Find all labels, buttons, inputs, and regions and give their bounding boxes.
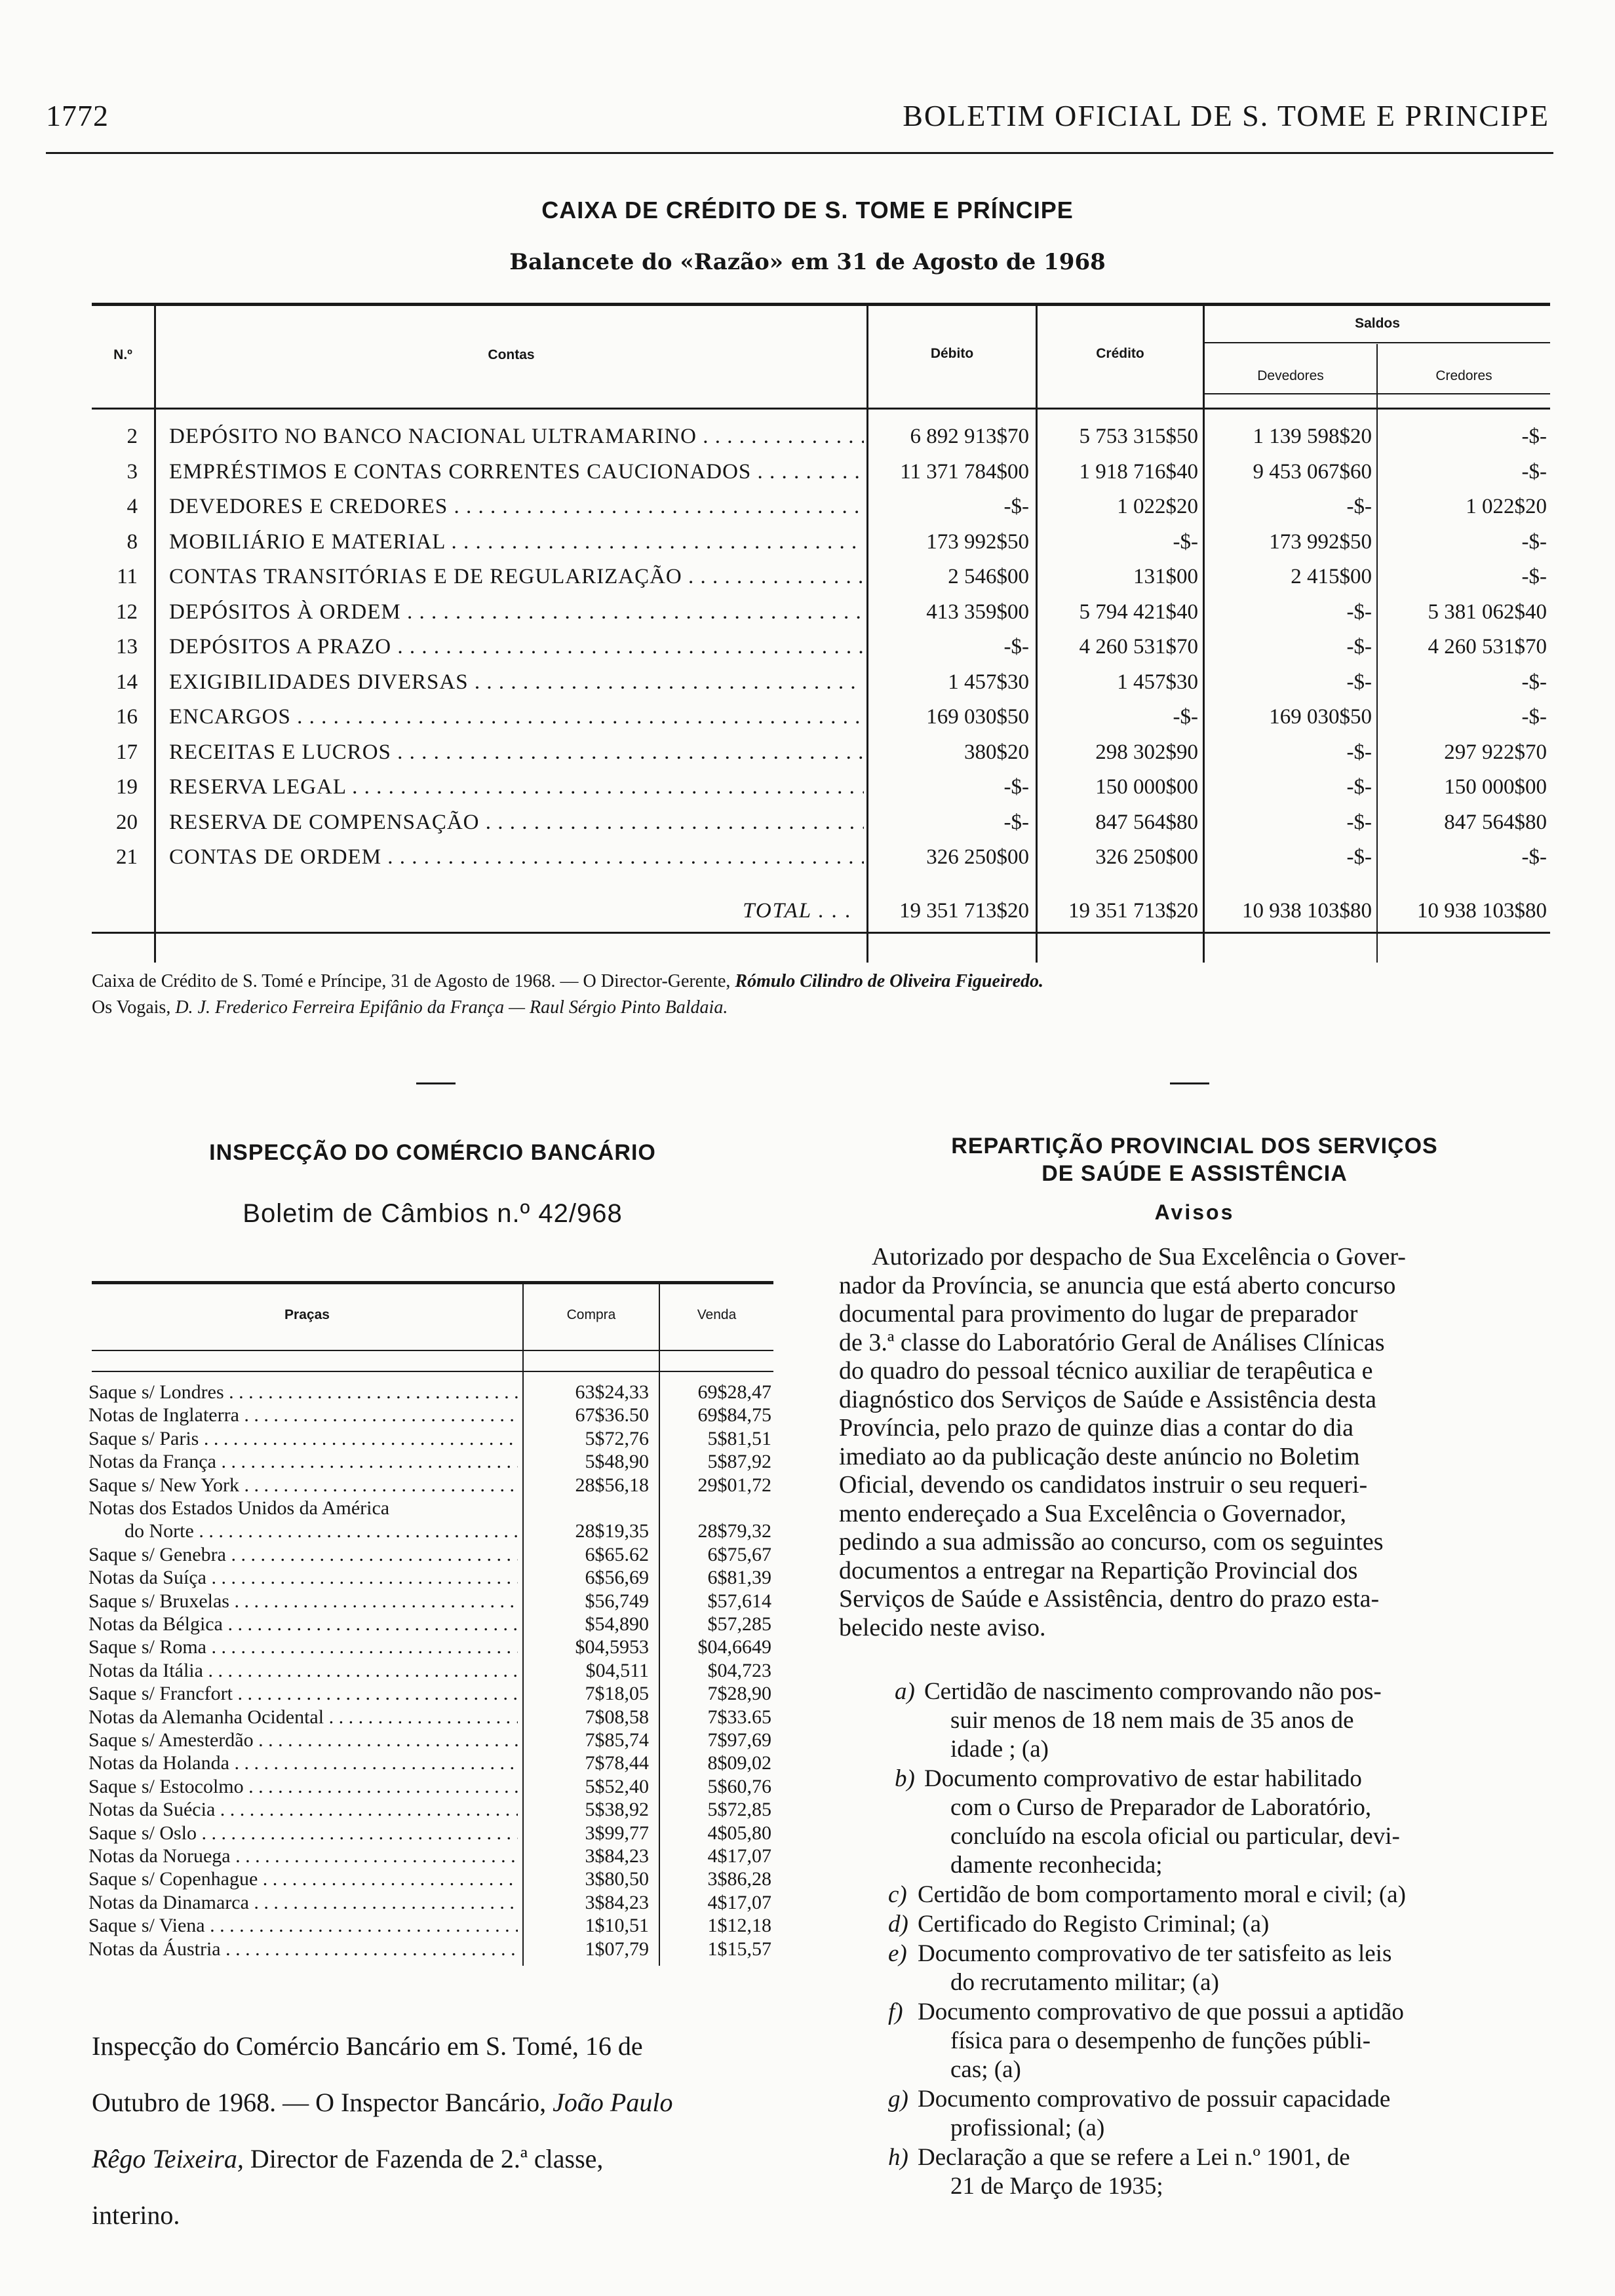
praca-label: Saque s/ Roma . . . xyxy=(88,1636,518,1658)
closing-text: Director de Fazenda de 2.ª classe, xyxy=(250,2144,604,2173)
footer-signatories: D. J. Frederico Ferreira Epifânio da França — Raul Sérgio Pinto Baldaia. xyxy=(175,997,728,1018)
total-credito: 19 351 713$20 xyxy=(1068,899,1198,923)
row-number: 4 xyxy=(126,495,138,518)
item-line: física para o desempenho de funções públi- xyxy=(950,2027,1371,2054)
row-devedores: 2 415$00 xyxy=(1291,565,1372,588)
praca-compra: 7$78,44 xyxy=(585,1752,649,1774)
row-devedores: -$- xyxy=(1346,740,1372,764)
row-credito: 150 000$00 xyxy=(1095,775,1198,799)
item-line: suir menos de 18 nem mais de 35 anos de xyxy=(950,1707,1354,1734)
item-line: Certidão de nascimento comprovando não pos- xyxy=(924,1678,1382,1705)
praca-label: Notas da Áustria . . . xyxy=(88,1938,518,1961)
praca-compra: 67$36.50 xyxy=(575,1404,649,1426)
praca-compra: 28$56,18 xyxy=(575,1474,649,1496)
praca-venda: 7$28,90 xyxy=(707,1683,771,1704)
aviso-item xyxy=(839,1765,1550,1880)
col-header-credores: Credores xyxy=(1435,368,1492,383)
row-debito: -$- xyxy=(1003,811,1029,834)
aviso-body-line: pedindo a sua admissão ao concurso, com os seguintes xyxy=(839,1528,1384,1556)
praca-venda: 5$81,51 xyxy=(707,1428,771,1449)
row-account: ENCARGOS . . . xyxy=(169,705,864,729)
table-top-rule xyxy=(92,1281,773,1284)
row-devedores: -$- xyxy=(1346,811,1372,834)
item-line: com o Curso de Preparador de Laboratório, xyxy=(950,1794,1372,1821)
praca-compra: 3$84,23 xyxy=(585,1845,649,1867)
aviso-item xyxy=(839,1881,1550,1909)
row-debito: -$- xyxy=(1003,775,1029,799)
row-number: 11 xyxy=(117,565,138,588)
row-devedores: 9 453 067$60 xyxy=(1253,460,1372,484)
praca-label: do Norte . . . xyxy=(125,1520,518,1542)
row-credores: -$- xyxy=(1521,670,1547,694)
praca-label: Notas da Alemanha Ocidental . . . xyxy=(88,1706,518,1729)
caixa-title: CAIXA DE CRÉDITO DE S. TOME E PRÍNCIPE xyxy=(541,197,1074,223)
table-header-rule xyxy=(92,1350,773,1351)
praca-venda: 4$17,07 xyxy=(707,1892,771,1913)
row-account: MOBILIÁRIO E MATERIAL . . . xyxy=(169,530,864,554)
closing-name: João Paulo xyxy=(553,2088,673,2117)
row-credores: 847 564$80 xyxy=(1444,811,1547,834)
aviso-item xyxy=(839,2085,1550,2143)
praca-compra: 3$80,50 xyxy=(585,1868,649,1890)
praca-venda: 69$84,75 xyxy=(697,1404,771,1426)
praca-label: Saque s/ Paris . . . xyxy=(88,1428,518,1450)
praca-compra: 5$38,92 xyxy=(585,1799,649,1820)
praca-label: Notas da Suíça . . . xyxy=(88,1567,518,1589)
aviso-body-line: Província, pelo prazo de quinze dias a contar do dia xyxy=(839,1414,1354,1442)
table-header-rule xyxy=(92,1371,773,1372)
praca-label: Notas da Holanda . . . xyxy=(88,1752,518,1774)
row-number: 2 xyxy=(126,425,138,448)
aviso-body-line: Oficial, devendo os candidatos instruir o seu requeri- xyxy=(839,1471,1368,1499)
praca-venda: 28$79,32 xyxy=(697,1520,771,1542)
total-credores: 10 938 103$80 xyxy=(1417,899,1547,923)
aviso-item xyxy=(839,1910,1550,1939)
row-credores: -$- xyxy=(1521,425,1547,448)
row-number: 19 xyxy=(116,775,138,799)
praca-venda: 7$33.65 xyxy=(707,1706,771,1728)
row-debito: 413 359$00 xyxy=(926,600,1029,624)
row-credores: -$- xyxy=(1521,705,1547,729)
col-header-num: N.º xyxy=(113,347,132,362)
aviso-body-line: Serviços de Saúde e Assistência, dentro do prazo esta- xyxy=(839,1585,1380,1613)
row-number: 3 xyxy=(126,460,138,484)
praca-label: Notas da Bélgica . . . xyxy=(88,1613,518,1636)
praca-venda: 29$01,72 xyxy=(697,1474,771,1496)
row-credores: 150 000$00 xyxy=(1444,775,1547,799)
row-account: DEPÓSITOS À ORDEM . . . xyxy=(169,600,864,624)
praca-venda: 5$60,76 xyxy=(707,1776,771,1797)
closing-line xyxy=(92,2075,773,2131)
row-debito: 6 892 913$70 xyxy=(910,425,1029,448)
row-devedores: 1 139 598$20 xyxy=(1253,425,1372,448)
item-line: Documento comprovativo de possuir capacidade xyxy=(918,2086,1391,2113)
inspeccao-subtitle: Boletim de Câmbios n.º 42/968 xyxy=(243,1199,623,1228)
row-credito: 326 250$00 xyxy=(1095,845,1198,869)
closing-line xyxy=(92,2131,773,2187)
publication-title: BOLETIM OFICIAL DE S. TOME E PRINCIPE xyxy=(903,99,1549,132)
saldos-rule xyxy=(1203,342,1550,343)
praca-label: Saque s/ Oslo . . . xyxy=(88,1822,518,1845)
caixa-footer-line2 xyxy=(92,997,728,1018)
praca-label: Saque s/ Bruxelas . . . xyxy=(88,1590,518,1613)
item-letter: e) xyxy=(888,1940,907,1967)
item-line: Documento comprovativo de que possui a aptidão xyxy=(918,1999,1404,2025)
item-line: profissional; (a) xyxy=(950,2114,1105,2141)
row-credores: -$- xyxy=(1521,565,1547,588)
praca-venda: $57,285 xyxy=(707,1613,771,1635)
aviso-body-line: Autorizado por despacho de Sua Excelência o Gover- xyxy=(872,1243,1406,1271)
praca-venda: 7$97,69 xyxy=(707,1729,771,1751)
item-line: Certidão de bom comportamento moral e civil; (a) xyxy=(918,1881,1406,1908)
praca-compra: 7$08,58 xyxy=(585,1706,649,1728)
praca-compra: $04,511 xyxy=(585,1660,649,1681)
praca-compra: $56,749 xyxy=(585,1590,649,1612)
total-devedores: 10 938 103$80 xyxy=(1242,899,1372,923)
praca-compra: 7$18,05 xyxy=(585,1683,649,1704)
row-debito: 173 992$50 xyxy=(926,530,1029,554)
praca-venda: 4$17,07 xyxy=(707,1845,771,1867)
row-devedores: -$- xyxy=(1346,775,1372,799)
praca-venda: 5$87,92 xyxy=(707,1451,771,1472)
row-debito: 326 250$00 xyxy=(926,845,1029,869)
row-credores: -$- xyxy=(1521,530,1547,554)
row-credito: -$- xyxy=(1173,530,1198,554)
praca-compra: 63$24,33 xyxy=(575,1381,649,1403)
praca-compra: 28$19,35 xyxy=(575,1520,649,1542)
row-debito: 2 546$00 xyxy=(948,565,1029,588)
table-top-rule xyxy=(92,303,1550,306)
row-credito: 4 260 531$70 xyxy=(1079,635,1198,659)
footer-text: Caixa de Crédito de S. Tomé e Príncipe, 31 de Agosto de 1968. — O Director-Gerente, xyxy=(92,971,731,991)
row-account: RESERVA LEGAL . . . xyxy=(169,775,864,799)
aviso-item xyxy=(839,2143,1550,2201)
row-debito: 380$20 xyxy=(964,740,1029,764)
praca-label: Notas da Noruega . . . xyxy=(88,1845,518,1867)
praca-label: Saque s/ Amesterdão . . . xyxy=(88,1729,518,1751)
row-account: EMPRÉSTIMOS E CONTAS CORRENTES CAUCIONADOS . . . xyxy=(169,460,864,484)
row-credores: 4 260 531$70 xyxy=(1428,635,1547,659)
praca-label: Notas da Suécia . . . xyxy=(88,1799,518,1821)
item-letter: c) xyxy=(888,1881,907,1908)
praca-venda: 4$05,80 xyxy=(707,1822,771,1844)
caixa-footer-line1 xyxy=(92,971,1043,992)
praca-compra: 7$85,74 xyxy=(585,1729,649,1751)
inspeccao-title: INSPECÇÃO DO COMÉRCIO BANCÁRIO xyxy=(209,1140,656,1165)
row-credito: 5 753 315$50 xyxy=(1079,425,1198,448)
row-number: 12 xyxy=(116,600,138,624)
row-devedores: -$- xyxy=(1346,495,1372,518)
row-credores: 297 922$70 xyxy=(1444,740,1547,764)
praca-compra: 5$72,76 xyxy=(585,1428,649,1449)
praca-label: Saque s/ New York . . . xyxy=(88,1474,518,1497)
col-header-saldos: Saldos xyxy=(1355,316,1400,331)
row-credores: 5 381 062$40 xyxy=(1428,600,1547,624)
item-letter: f) xyxy=(888,1999,903,2025)
item-line: damente reconhecida; xyxy=(950,1852,1163,1879)
row-number: 21 xyxy=(116,845,138,869)
praca-label: Saque s/ Viena . . . xyxy=(88,1915,518,1937)
row-credito: 1 022$20 xyxy=(1117,495,1198,518)
item-letter: b) xyxy=(895,1765,915,1792)
praca-compra: 3$84,23 xyxy=(585,1892,649,1913)
praca-compra: 1$10,51 xyxy=(585,1915,649,1936)
aviso-body-line: imediato ao da publicação deste anúncio no Boletim xyxy=(839,1442,1360,1470)
praca-venda: $57,614 xyxy=(707,1590,771,1612)
praca-venda: 1$12,18 xyxy=(707,1915,771,1936)
praca-label: Notas dos Estados Unidos da América xyxy=(88,1497,390,1519)
reparticao-title-2: DE SAÚDE E ASSISTÊNCIA xyxy=(1041,1161,1348,1186)
row-devedores: -$- xyxy=(1346,670,1372,694)
praca-label: Notas da Dinamarca . . . xyxy=(88,1892,518,1914)
row-account: DEVEDORES E CREDORES . . . xyxy=(169,495,864,519)
row-number: 17 xyxy=(116,740,138,764)
item-line: cas; (a) xyxy=(950,2056,1021,2083)
praca-label: Saque s/ Estocolmo . . . xyxy=(88,1776,518,1798)
header-rule xyxy=(46,152,1553,154)
footer-signatory: Rómulo Cilindro de Oliveira Figueiredo. xyxy=(735,971,1043,991)
closing-name: Rêgo Teixeira, xyxy=(92,2144,244,2173)
item-line: idade ; (a) xyxy=(950,1736,1049,1763)
row-account: CONTAS TRANSITÓRIAS E DE REGULARIZAÇÃO . . . xyxy=(169,565,864,589)
row-credores: -$- xyxy=(1521,845,1547,869)
row-debito: -$- xyxy=(1003,495,1029,518)
closing-line: interino. xyxy=(92,2200,180,2230)
praca-venda: $04,723 xyxy=(707,1660,771,1681)
row-account: EXIGIBILIDADES DIVERSAS . . . xyxy=(169,670,864,695)
col-header-contas: Contas xyxy=(488,347,535,362)
row-devedores: -$- xyxy=(1346,600,1372,624)
praca-label: Notas da França . . . xyxy=(88,1451,518,1473)
row-devedores: 173 992$50 xyxy=(1269,530,1372,554)
praca-compra: $54,890 xyxy=(585,1613,649,1635)
aviso-item xyxy=(839,1940,1550,1997)
item-line: concluído na escola oficial ou particular, devi- xyxy=(950,1823,1400,1850)
separator-ornament xyxy=(416,1082,456,1084)
closing-line: Inspecção do Comércio Bancário em S. Tomé, 16 de xyxy=(92,2031,643,2061)
row-debito: 169 030$50 xyxy=(926,705,1029,729)
praca-compra: 5$48,90 xyxy=(585,1451,649,1472)
col-header-devedores: Devedores xyxy=(1257,368,1324,383)
row-account: CONTAS DE ORDEM . . . xyxy=(169,845,864,870)
row-account: DEPÓSITO NO BANCO NACIONAL ULTRAMARINO . . . xyxy=(169,425,864,449)
praca-compra: 6$56,69 xyxy=(585,1567,649,1588)
row-account: RESERVA DE COMPENSAÇÃO . . . xyxy=(169,811,864,835)
total-label: TOTAL . . . xyxy=(743,899,852,923)
item-line: do recrutamento militar; (a) xyxy=(950,1969,1219,1996)
row-account: RECEITAS E LUCROS . . . xyxy=(169,740,864,765)
aviso-body-line: do quadro do pessoal técnico auxiliar de terapêutica e xyxy=(839,1357,1373,1385)
row-credito: 298 302$90 xyxy=(1095,740,1198,764)
praca-venda: 6$75,67 xyxy=(707,1544,771,1565)
aviso-body-line: de 3.ª classe do Laboratório Geral de Análises Clínicas xyxy=(839,1328,1385,1356)
praca-label: Notas da Itália . . . xyxy=(88,1660,518,1682)
praca-venda: 6$81,39 xyxy=(707,1567,771,1588)
row-devedores: -$- xyxy=(1346,845,1372,869)
row-credito: 847 564$80 xyxy=(1095,811,1198,834)
praca-venda: 3$86,28 xyxy=(707,1868,771,1890)
item-line: 21 de Março de 1935; xyxy=(950,2173,1163,2200)
reparticao-items xyxy=(839,1677,1550,2202)
praca-venda: 1$15,57 xyxy=(707,1938,771,1960)
aviso-body-line: diagnóstico dos Serviços de Saúde e Assistência desta xyxy=(839,1385,1377,1413)
reparticao-title-1: REPARTIÇÃO PROVINCIAL DOS SERVIÇOS xyxy=(951,1134,1438,1158)
item-line: Documento comprovativo de ter satisfeito as leis xyxy=(918,1940,1392,1967)
praca-venda: 5$72,85 xyxy=(707,1799,771,1820)
col-header-compra: Compra xyxy=(566,1307,616,1322)
row-account: DEPÓSITOS A PRAZO . . . xyxy=(169,635,864,659)
praca-label: Saque s/ Genebra . . . xyxy=(88,1544,518,1566)
praca-label: Saque s/ Copenhague . . . xyxy=(88,1868,518,1890)
aviso-body-line: documental para provimento do lugar de preparador xyxy=(839,1300,1358,1328)
row-number: 14 xyxy=(116,670,138,694)
row-devedores: -$- xyxy=(1346,635,1372,659)
reparticao-body xyxy=(839,1242,1550,1641)
row-debito: 1 457$30 xyxy=(948,670,1029,694)
caixa-subtitle: Balancete do «Razão» em 31 de Agosto de 1968 xyxy=(509,249,1106,275)
praca-label: Notas de Inglaterra . . . xyxy=(88,1404,518,1426)
total-debito: 19 351 713$20 xyxy=(899,899,1029,923)
row-credores: -$- xyxy=(1521,460,1547,484)
row-credito: 131$00 xyxy=(1133,565,1198,588)
praca-compra: $04,5953 xyxy=(575,1636,649,1658)
praca-venda: 69$28,47 xyxy=(697,1381,771,1403)
item-line: Certificado do Registo Criminal; (a) xyxy=(918,1911,1270,1938)
item-letter: g) xyxy=(888,2086,908,2113)
praca-venda: $04,6649 xyxy=(697,1636,771,1658)
row-number: 13 xyxy=(116,635,138,659)
separator-ornament xyxy=(1170,1082,1209,1084)
aviso-item xyxy=(839,1677,1550,1764)
row-credito: 1 918 716$40 xyxy=(1079,460,1198,484)
row-number: 16 xyxy=(116,705,138,729)
item-line: Documento comprovativo de estar habilitado xyxy=(924,1765,1362,1792)
item-letter: h) xyxy=(888,2144,908,2171)
praca-compra: 1$07,79 xyxy=(585,1938,649,1960)
page-number: 1772 xyxy=(46,99,109,132)
praca-compra: 5$52,40 xyxy=(585,1776,649,1797)
row-number: 8 xyxy=(126,530,138,554)
praca-compra: 6$65.62 xyxy=(585,1544,649,1565)
praca-label: Saque s/ Francfort . . . xyxy=(88,1683,518,1705)
praca-label: Saque s/ Londres . . . xyxy=(88,1381,518,1404)
col-header-credito: Crédito xyxy=(1096,346,1144,361)
avisos-heading: Avisos xyxy=(1154,1200,1235,1224)
item-line: Declaração a que se refere a Lei n.º 1901, de xyxy=(918,2144,1350,2171)
row-credores: 1 022$20 xyxy=(1466,495,1547,518)
col-divider xyxy=(522,1284,524,1966)
praca-compra: 3$99,77 xyxy=(585,1822,649,1844)
row-credito: 5 794 421$40 xyxy=(1079,600,1198,624)
col-header-debito: Débito xyxy=(930,346,974,361)
item-letter: d) xyxy=(888,1911,908,1938)
col-header-pracas: Praças xyxy=(284,1307,330,1322)
table-header-rule xyxy=(92,408,1550,410)
row-devedores: 169 030$50 xyxy=(1269,705,1372,729)
aviso-body-line: nador da Província, se anuncia que está aberto concurso xyxy=(839,1271,1396,1299)
row-credito: -$- xyxy=(1173,705,1198,729)
praca-venda: 8$09,02 xyxy=(707,1752,771,1774)
row-debito: 11 371 784$00 xyxy=(900,460,1029,484)
row-credito: 1 457$30 xyxy=(1117,670,1198,694)
footer-text: Os Vogais, xyxy=(92,997,171,1018)
aviso-item xyxy=(839,1998,1550,2084)
item-letter: a) xyxy=(895,1678,915,1705)
row-number: 20 xyxy=(116,811,138,834)
table-bottom-rule xyxy=(92,932,1550,934)
aviso-body-line: mento endereçado a Sua Excelência o Governador, xyxy=(839,1499,1346,1527)
col-divider xyxy=(154,306,156,963)
col-header-venda: Venda xyxy=(697,1307,737,1322)
aviso-body-line: documentos a entregar na Repartição Provincial dos xyxy=(839,1556,1358,1584)
row-debito: -$- xyxy=(1003,635,1029,659)
closing-text: Outubro de 1968. — O Inspector Bancário, xyxy=(92,2088,547,2117)
aviso-body-line: belecido neste aviso. xyxy=(839,1613,1046,1641)
inspeccao-closing xyxy=(92,2018,773,2244)
